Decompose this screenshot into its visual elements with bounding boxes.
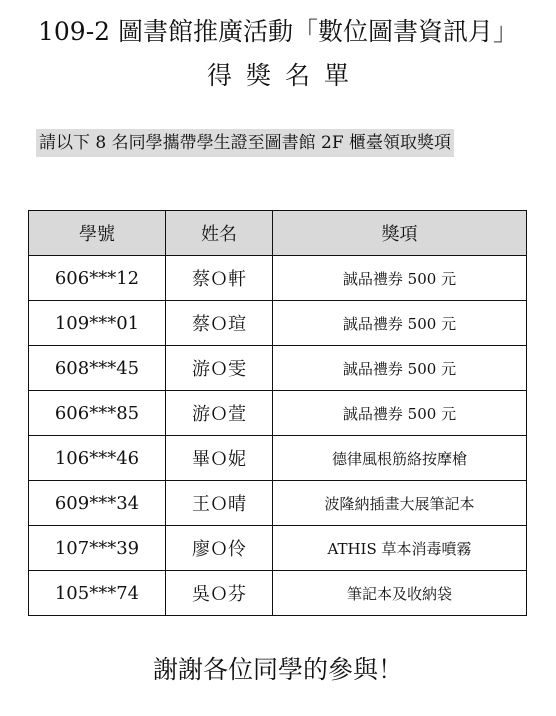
prize-cell: 誠品禮券 500 元 [273, 256, 527, 301]
thank-you-message: 謝謝各位同學的參與！ [152, 655, 403, 684]
table-row [29, 526, 527, 571]
student-id-cell: 106***46 [29, 436, 166, 481]
table-row [29, 301, 527, 346]
column-header-student-id: 學號 [29, 211, 166, 256]
document-subtitle: 得獎名單 [206, 61, 363, 90]
student-name-cell: 王Ｏ晴 [166, 481, 273, 526]
pickup-notice: 請以下 8 名同學攜帶學生證至圖書館 2F 櫃臺領取獎項 [36, 129, 454, 157]
student-name-cell: 游Ｏ雯 [166, 346, 273, 391]
prize-cell: ATHIS 草本消毒噴霧 [273, 526, 527, 571]
prize-cell: 德律風根筋絡按摩槍 [273, 436, 527, 481]
student-name-cell: 廖Ｏ伶 [166, 526, 273, 571]
student-id-cell: 105***74 [29, 571, 166, 616]
table-row [29, 391, 527, 436]
column-header-name: 姓名 [166, 211, 273, 256]
document-title: 109-2 圖書館推廣活動「數位圖書資訊月」 [37, 17, 519, 46]
student-id-cell: 609***34 [29, 481, 166, 526]
student-id-cell: 606***12 [29, 256, 166, 301]
table-row [29, 346, 527, 391]
table-row [29, 256, 527, 301]
student-id-cell: 109***01 [29, 301, 166, 346]
prize-cell: 誠品禮券 500 元 [273, 301, 527, 346]
prize-cell: 波隆納插畫大展筆記本 [273, 481, 527, 526]
table-row [29, 481, 527, 526]
student-id-cell: 608***45 [29, 346, 166, 391]
table-row [29, 571, 527, 616]
student-name-cell: 畢Ｏ妮 [166, 436, 273, 481]
table-header-row [29, 211, 527, 256]
student-id-cell: 107***39 [29, 526, 166, 571]
table-row [29, 436, 527, 481]
student-name-cell: 游Ｏ萱 [166, 391, 273, 436]
prize-cell: 筆記本及收納袋 [273, 571, 527, 616]
student-name-cell: 吳Ｏ芬 [166, 571, 273, 616]
winners-table [28, 210, 527, 616]
prize-cell: 誠品禮券 500 元 [273, 391, 527, 436]
student-name-cell: 蔡Ｏ瑄 [166, 301, 273, 346]
student-name-cell: 蔡Ｏ軒 [166, 256, 273, 301]
student-id-cell: 606***85 [29, 391, 166, 436]
column-header-prize: 獎項 [273, 211, 527, 256]
prize-cell: 誠品禮券 500 元 [273, 346, 527, 391]
